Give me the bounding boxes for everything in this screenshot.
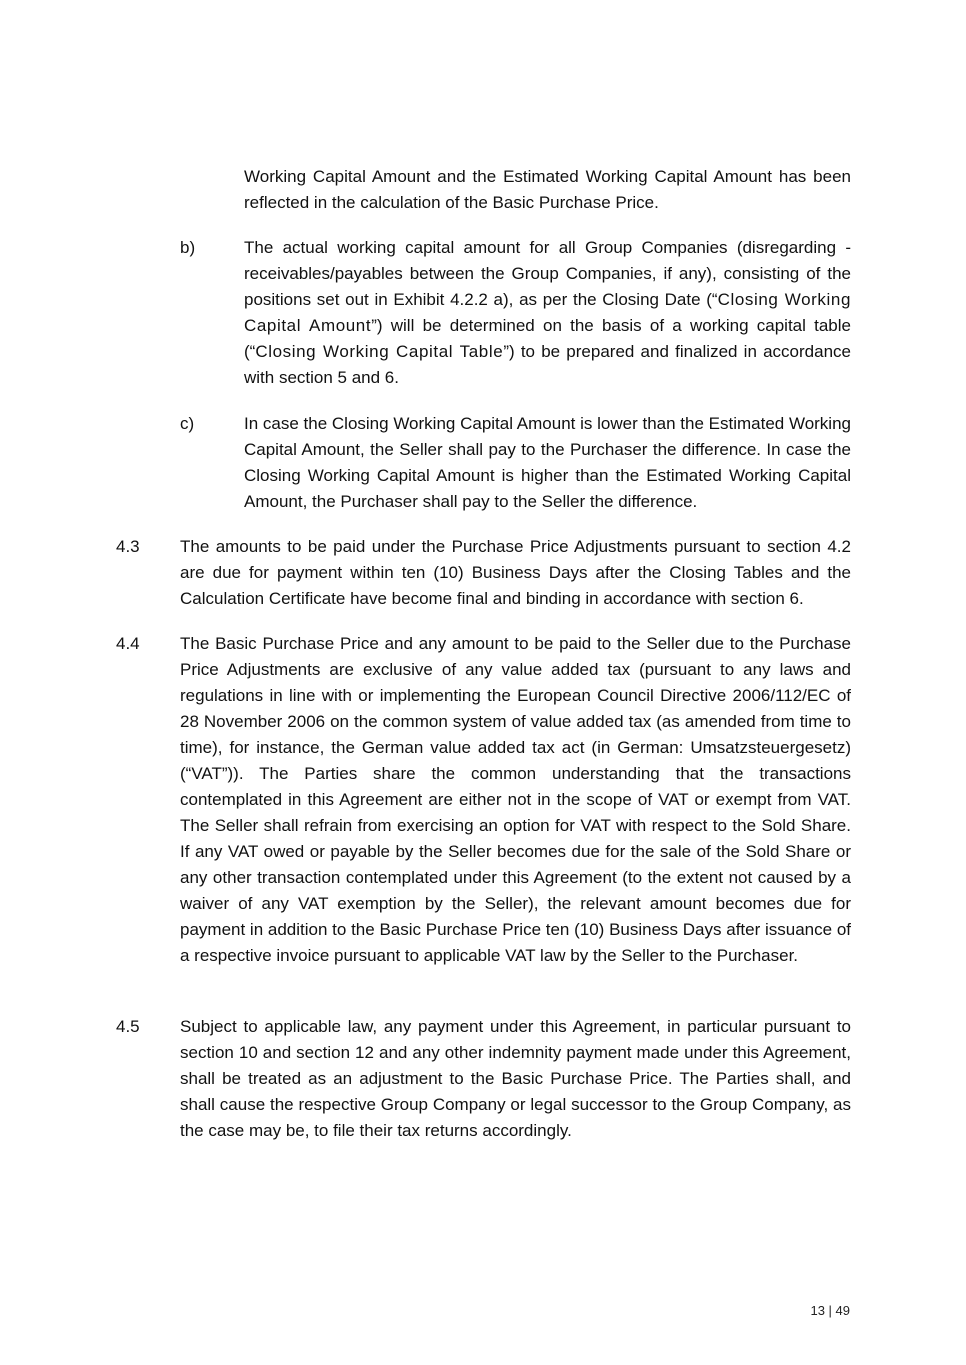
- clause-c-text: In case the Closing Working Capital Amount is lower than the Estimated Working Capital Amount, the Seller shall pay to the Purchaser the difference. In case the Closing Working Capital Amount is higher than the Estimated Working Capital Amount, the Purchaser shall pay to the Seller the difference.: [244, 414, 851, 511]
- section-4-4-text: The Basic Purchase Price and any amount to be paid to the Seller due to the Purchase Price Adjustments are exclusive of any value added tax (pursuant to any laws and regulations in line with or implementing the European Council Directive 2006/112/EC of 28 November 2006 on the common system of value added tax (as amended from time to time), for instance, the German value added tax act (in German: Umsatzsteuergesetz) (“VAT”)). The Parties share the common understanding that the transactions contemplated in this Agreement are either not in the scope of VAT or exempt from VAT. The Seller shall refrain from exercising an option for VAT with respect to the Sold Share. If any VAT owed or payable by the Seller becomes due for the sale of the Sold Share or any other transaction contemplated under this Agreement (to the extent not caused by a waiver of any VAT exemption by the Seller), the relevant amount becomes due for payment in addition to the Basic Purchase Price ten (10) Business Days after issuance of a respective invoice pursuant to applicable VAT law by the Seller to the Purchaser.: [180, 634, 851, 965]
- clause-b-label: b): [180, 238, 196, 257]
- clause-b-part2: ”) will be determined on the basis of a working capital table (“: [244, 316, 851, 361]
- clause-b-part1: The actual working capital amount for all Group Companies (disregarding -receivables/payables between the Group Companies, if any), consisting of the positions set out in Exhibit 4.2.2 a), as per the Closing Date (“: [244, 238, 851, 309]
- section-4-5-text: Subject to applicable law, any payment under this Agreement, in particular pursuant to section 10 and section 12 and any other indemnity payment made under this Agreement, shall be treated as an adjustment to the Basic Purchase Price. The Parties shall, and shall cause the respective Group Company or legal successor to the Group Company, as the case may be, to file their tax returns accordingly.: [180, 1017, 851, 1140]
- continuation-text: Working Capital Amount and the Estimated Working Capital Amount has been reflected in the calculation of the Basic Purchase Price.: [244, 167, 851, 212]
- page-number: 13 | 49: [810, 1303, 850, 1318]
- clause-c-label: c): [180, 414, 195, 433]
- section-4-5-number: 4.5: [116, 1017, 140, 1036]
- defined-term-closing-working-capital-amount: Closing Working Capital Amount: [244, 290, 851, 335]
- defined-term-closing-working-capital-table: Closing Working Capital Table: [255, 342, 504, 361]
- clause-b-part3: ”) to be prepared and finalized in accordance with section 5 and 6.: [244, 342, 851, 387]
- section-4-3-text: The amounts to be paid under the Purchase Price Adjustments pursuant to section 4.2 are due for payment within ten (10) Business Days after the Closing Tables and the Calculation Certificate have become final and binding in accordance with section 6.: [180, 537, 851, 608]
- section-4-4-number: 4.4: [116, 634, 140, 653]
- clause-b-text: [244, 235, 851, 391]
- section-4-3-number: 4.3: [116, 537, 140, 556]
